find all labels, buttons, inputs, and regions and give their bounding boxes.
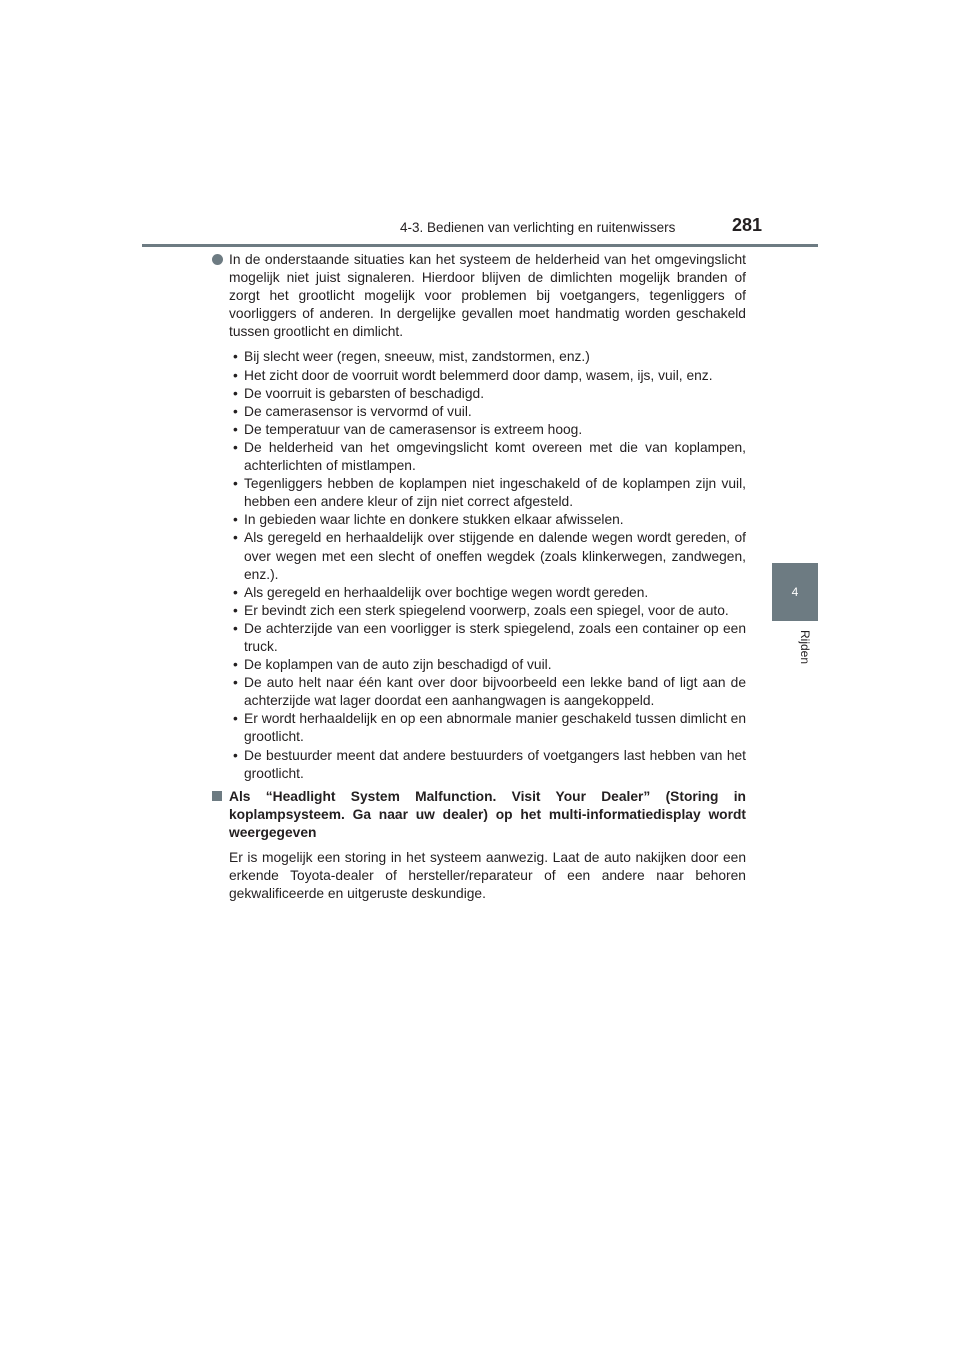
condition-item bbox=[229, 367, 746, 385]
condition-text: Als geregeld en herhaaldelijk over stijgende en dalende wegen wordt gereden, of over wegen met een slecht of oneffen wegdek (zoals klinkerwegen, zandwegen, enz.). bbox=[244, 530, 746, 582]
condition-text: Tegenliggers hebben de koplampen niet ingeschakeld of de koplampen zijn vuil, hebben een andere kleur of zijn niet correct afgesteld. bbox=[244, 476, 746, 510]
page-number: 281 bbox=[732, 215, 763, 235]
chapter-tab: 4 bbox=[772, 563, 818, 621]
condition-item bbox=[229, 348, 746, 366]
condition-text: De camerasensor is vervormd of vuil. bbox=[244, 403, 472, 419]
condition-text: Er wordt herhaaldelijk en op een abnormale manier geschakeld tussen dimlicht en grootlicht. bbox=[244, 711, 746, 745]
condition-item bbox=[229, 511, 746, 529]
bullet-marker: • bbox=[233, 439, 238, 455]
condition-text: De koplampen van de auto zijn beschadigd of vuil. bbox=[244, 657, 552, 673]
condition-item bbox=[229, 710, 746, 746]
chapter-label: Rijden bbox=[798, 630, 812, 665]
condition-item bbox=[229, 584, 746, 602]
condition-text: Als geregeld en herhaaldelijk over bochtige wegen wordt gereden. bbox=[244, 584, 649, 600]
condition-item bbox=[229, 656, 746, 674]
condition-item bbox=[229, 529, 746, 583]
bullet-marker: • bbox=[233, 530, 238, 546]
condition-text: De achterzijde van een voorligger is sterk spiegelend, zoals een container op een truck. bbox=[244, 620, 746, 654]
condition-item bbox=[229, 421, 746, 439]
header-rule bbox=[142, 244, 818, 247]
bullet-marker: • bbox=[233, 747, 238, 763]
condition-item bbox=[229, 403, 746, 421]
bullet-marker: • bbox=[233, 367, 238, 383]
bullet-marker: • bbox=[233, 349, 238, 365]
bullet-marker: • bbox=[233, 403, 238, 419]
main-content bbox=[212, 251, 746, 903]
bullet-marker: • bbox=[233, 385, 238, 401]
condition-text: De auto helt naar één kant over door bijvoorbeeld een lekke band of ligt aan de achterzijde wat lager doordat een aanhangwagen is aangekoppeld. bbox=[244, 675, 746, 709]
condition-item bbox=[229, 439, 746, 475]
bullet-marker: • bbox=[233, 476, 238, 492]
condition-text: Bij slecht weer (regen, sneeuw, mist, zandstormen, enz.) bbox=[244, 349, 590, 365]
condition-item bbox=[229, 620, 746, 656]
conditions-list bbox=[229, 348, 746, 782]
intro-item bbox=[212, 251, 746, 341]
bullet-marker: • bbox=[233, 602, 238, 618]
intro-paragraph: In de onderstaande situaties kan het systeem de helderheid van het omgevingslicht mogelijk niet juist signaleren. Hierdoor blijven de dimlichten mogelijk branden of zorgt het grootlicht mogelijk voor problemen bij voetgangers, tegenliggers of voorliggers of anderen. In dergelijke gevallen moet handmatig worden geschakeld tussen grootlicht en dimlicht. bbox=[229, 252, 746, 340]
bullet-marker: • bbox=[233, 584, 238, 600]
bullet-marker: • bbox=[233, 512, 238, 528]
section-heading: Als “Headlight System Malfunction. Visit Your Dealer” (Storing in koplampsysteem. Ga naar uw dealer) op het multi-informatiedisplay wordt weergegeven bbox=[229, 788, 746, 840]
bullet-marker: • bbox=[233, 711, 238, 727]
condition-text: In gebieden waar lichte en donkere stukken elkaar afwisselen. bbox=[244, 512, 624, 528]
square-bullet-icon bbox=[212, 791, 222, 801]
condition-item bbox=[229, 475, 746, 511]
bullet-marker: • bbox=[233, 620, 238, 636]
bullet-marker: • bbox=[233, 657, 238, 673]
condition-text: Het zicht door de voorruit wordt belemmerd door damp, wasem, ijs, vuil, enz. bbox=[244, 367, 713, 383]
condition-text: De voorruit is gebarsten of beschadigd. bbox=[244, 385, 485, 401]
circle-bullet-icon bbox=[212, 254, 223, 265]
section-heading-item bbox=[212, 788, 746, 842]
condition-item bbox=[229, 602, 746, 620]
section-title: 4-3. Bedienen van verlichting en ruitenwissers bbox=[400, 220, 676, 235]
section-body: Er is mogelijk een storing in het systeem aanwezig. Laat de auto nakijken door een erkende Toyota-dealer of hersteller/reparateur of een andere naar behoren gekwalificeerde en uitgeruste deskundige. bbox=[229, 850, 746, 902]
condition-item bbox=[229, 747, 746, 783]
condition-text: De temperatuur van de camerasensor is extreem hoog. bbox=[244, 421, 583, 437]
bullet-marker: • bbox=[233, 421, 238, 437]
condition-text: De helderheid van het omgevingslicht komt overeen met die van koplampen, achterlichten of mistlampen. bbox=[244, 439, 746, 474]
bullet-marker: • bbox=[233, 675, 238, 691]
condition-text: Er bevindt zich een sterk spiegelend voorwerp, zoals een spiegel, voor de auto. bbox=[244, 602, 729, 618]
condition-text: De bestuurder meent dat andere bestuurders of voetgangers last hebben van het grootlicht. bbox=[244, 747, 746, 781]
condition-item bbox=[229, 674, 746, 710]
condition-item bbox=[229, 385, 746, 403]
